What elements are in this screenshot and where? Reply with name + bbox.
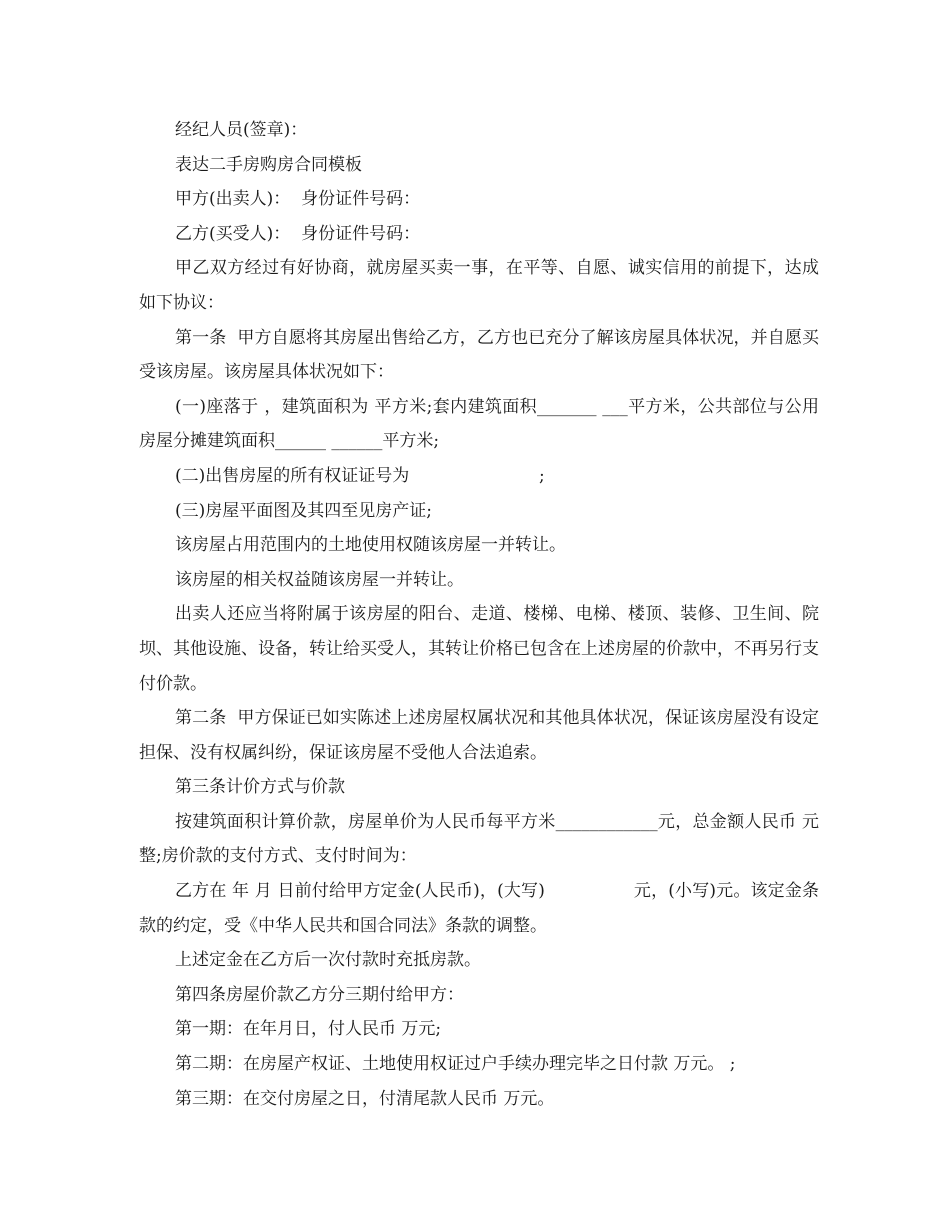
party-a-line: 甲方(出卖人)： 身份证件号码： bbox=[175, 189, 421, 210]
agreement-intro: 甲乙双方经过有好协商，就房屋买卖一事，在平等、自愿、诚实信用的前提下，达成如下协议： bbox=[139, 258, 819, 313]
article-1-item-1: (一)座落于 ，建筑面积为 平方米;套内建筑面积_______ ___平方米，公共部位与公用房屋分摊建筑面积______ ______平方米; bbox=[139, 396, 819, 452]
article-2: 第二条 甲方保证已如实陈述上述房屋权属状况和其他具体状况，保证该房屋没有设定担保、没有权属纠纷，保证该房屋不受他人合法追索。 bbox=[139, 708, 819, 763]
installment-1: 第一期：在年月日，付人民币 万元; bbox=[175, 1019, 442, 1040]
agent-signature-line: 经纪人员(签章)： bbox=[175, 120, 308, 140]
article-1-item-2: (二)出售房屋的所有权证证号为 ; bbox=[175, 465, 545, 486]
document-title: 表达二手房购房合同模板 bbox=[175, 154, 362, 175]
contract-body bbox=[139, 113, 819, 1116]
rights-clause: 该房屋的相关权益随该房屋一并转让。 bbox=[175, 569, 464, 590]
party-b-line: 乙方(买受人)： 身份证件号码： bbox=[175, 223, 421, 244]
land-use-clause: 该房屋占用范围内的土地使用权随该房屋一并转让。 bbox=[175, 535, 566, 556]
price-clause: 按建筑面积计算价款，房屋单价为人民币每平方米____________元，总金额人民币 元整;房价款的支付方式、支付时间为： bbox=[139, 811, 819, 867]
fixtures-clause: 出卖人还应当将附属于该房屋的阳台、走道、楼梯、电梯、楼顶、装修、卫生间、院坝、其他设施、设备，转让给买受人，其转让价格已包含在上述房屋的价款中，不再另行支付价款。 bbox=[139, 604, 819, 694]
article-1-item-3: (三)房屋平面图及其四至见房产证; bbox=[175, 500, 432, 521]
deposit-offset-clause: 上述定金在乙方后一次付款时充抵房款。 bbox=[175, 950, 481, 971]
deposit-clause: 乙方在 年 月 日前付给甲方定金(人民币)，(大写) 元，(小写)元。该定金条款的约定，受《中华人民共和国合同法》条款的调整。 bbox=[139, 881, 819, 936]
article-4-heading: 第四条房屋价款乙方分三期付给甲方： bbox=[175, 984, 464, 1005]
installment-3: 第三期：在交付房屋之日，付清尾款人民币 万元。 bbox=[175, 1088, 555, 1109]
article-1: 第一条 甲方自愿将其房屋出售给乙方，乙方也已充分了解该房屋具体状况，并自愿买受该房屋。该房屋具体状况如下： bbox=[139, 327, 819, 383]
installment-2: 第二期：在房屋产权证、土地使用权证过户手续办理完毕之日付款 万元。 ; bbox=[175, 1054, 736, 1075]
article-3-heading: 第三条计价方式与价款 bbox=[175, 777, 345, 798]
